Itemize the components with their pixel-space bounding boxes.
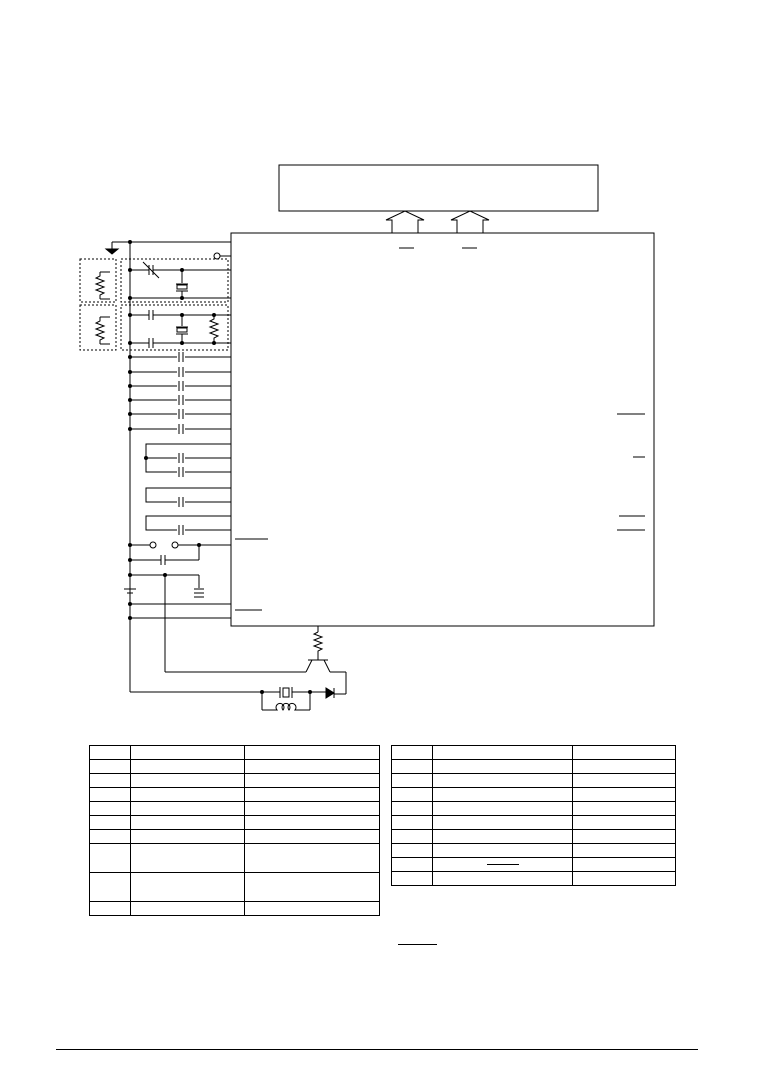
junction-dot <box>128 268 132 272</box>
table-cell <box>433 830 573 844</box>
table-cell <box>573 858 676 872</box>
option-box <box>121 259 228 302</box>
table-row <box>392 746 676 760</box>
table-row <box>392 858 676 872</box>
junction-dot <box>128 543 132 547</box>
table-cell <box>90 788 131 802</box>
transistor-emitter <box>306 660 312 672</box>
table-cell <box>131 902 245 916</box>
table-row <box>392 760 676 774</box>
table-cell <box>392 816 433 830</box>
table-cell <box>245 873 380 902</box>
buzzer-symbol <box>283 688 289 697</box>
table-cell <box>433 788 573 802</box>
junction-dot <box>212 313 216 317</box>
table-cell <box>392 872 433 886</box>
table-cell <box>573 872 676 886</box>
table-row <box>90 746 380 760</box>
table-cell <box>392 802 433 816</box>
ic-body <box>231 233 654 626</box>
resistor-symbol <box>96 317 104 344</box>
junction-dot <box>128 313 132 317</box>
inductor-coil <box>262 703 310 710</box>
bus-arrow-left <box>386 211 424 233</box>
table-cell <box>245 830 380 844</box>
overbar-mark <box>487 864 519 865</box>
table-row <box>90 873 380 902</box>
junction-dot <box>144 456 148 460</box>
table-cell <box>392 858 433 872</box>
junction-dot <box>128 616 132 620</box>
junction-dot <box>128 355 132 359</box>
table-cell <box>131 774 245 788</box>
wire <box>146 516 231 530</box>
footer-rule <box>56 1049 698 1050</box>
table-cell <box>90 816 131 830</box>
junction-dot <box>212 341 216 345</box>
lcd-panel-box <box>279 165 598 211</box>
junction-dot <box>128 370 132 374</box>
resistor-symbol <box>96 272 104 299</box>
junction-dot <box>308 690 312 694</box>
table-cell <box>573 844 676 858</box>
table-cell <box>433 816 573 830</box>
table-cell <box>433 802 573 816</box>
junction-dot <box>128 341 132 345</box>
table-cell <box>131 873 245 902</box>
table-cell <box>245 746 380 760</box>
option-box <box>80 305 116 350</box>
junction-dot <box>128 412 132 416</box>
junction-dot <box>180 313 184 317</box>
table-row <box>90 816 380 830</box>
junction-dot <box>260 690 264 694</box>
table-row <box>392 830 676 844</box>
table-row <box>392 816 676 830</box>
capacitor-ladder <box>130 352 231 434</box>
ground-symbol <box>106 249 118 254</box>
table-row <box>90 802 380 816</box>
table-cell <box>573 746 676 760</box>
table-cell <box>573 830 676 844</box>
junction-dot <box>180 341 184 345</box>
table-cell <box>131 788 245 802</box>
table-cell <box>245 844 380 873</box>
table-cell <box>131 830 245 844</box>
table-cell <box>90 830 131 844</box>
table-cell <box>90 760 131 774</box>
table-cell <box>245 816 380 830</box>
crystal-symbol <box>177 285 187 289</box>
table-cell <box>90 844 131 873</box>
junction-dot <box>128 602 132 606</box>
junction-dot <box>128 573 132 577</box>
table-row <box>90 844 380 873</box>
table-cell <box>131 802 245 816</box>
table-cell <box>433 774 573 788</box>
option-box <box>80 259 116 302</box>
table-cell <box>90 746 131 760</box>
diode-symbol <box>326 688 334 698</box>
note-overbar <box>398 944 437 945</box>
table-cell <box>573 816 676 830</box>
table-cell <box>573 788 676 802</box>
switch-contact <box>150 542 156 548</box>
table-cell <box>90 873 131 902</box>
junction-dot <box>163 573 167 577</box>
table-cell <box>245 760 380 774</box>
table-cell <box>433 844 573 858</box>
table-cell <box>392 844 433 858</box>
table-cell <box>90 902 131 916</box>
table-cell <box>573 760 676 774</box>
table-cell <box>573 802 676 816</box>
wire <box>146 488 231 502</box>
junction-dot <box>128 398 132 402</box>
table-row <box>90 774 380 788</box>
table-cell <box>90 774 131 788</box>
junction-dot <box>128 384 132 388</box>
table-cell <box>90 802 131 816</box>
junction-dot <box>128 427 132 431</box>
table-cell <box>433 858 573 872</box>
transistor-collector <box>324 660 330 672</box>
table-cell <box>131 746 245 760</box>
junction-dot <box>180 268 184 272</box>
table-row <box>392 872 676 886</box>
table-cell <box>392 746 433 760</box>
resistor-symbol <box>210 315 218 343</box>
bus-arrow-right <box>451 211 489 233</box>
table-cell <box>131 844 245 873</box>
table-cell <box>392 760 433 774</box>
table-row <box>90 760 380 774</box>
parts-table-right <box>391 745 676 886</box>
table-cell <box>131 760 245 774</box>
table-cell <box>433 760 573 774</box>
table-cell <box>245 788 380 802</box>
table-cell <box>573 774 676 788</box>
table-row <box>90 830 380 844</box>
junction-dot <box>197 543 201 547</box>
resistor-symbol <box>314 632 322 660</box>
table-cell <box>131 816 245 830</box>
table-cell <box>392 788 433 802</box>
table-cell <box>433 872 573 886</box>
table-row <box>90 788 380 802</box>
table-cell <box>433 746 573 760</box>
table-cell <box>245 774 380 788</box>
table-row <box>392 802 676 816</box>
table-cell <box>392 774 433 788</box>
junction-dot <box>128 296 132 300</box>
table-row <box>392 788 676 802</box>
parts-table-left <box>89 745 380 916</box>
table-cell <box>245 902 380 916</box>
terminal-node <box>214 253 220 259</box>
table-cell <box>392 830 433 844</box>
crystal-symbol <box>177 328 187 332</box>
junction-dot <box>128 558 132 562</box>
junction-dot <box>128 240 132 244</box>
switch-contact <box>172 542 178 548</box>
junction-dot <box>180 296 184 300</box>
table-row <box>90 902 380 916</box>
table-row <box>392 844 676 858</box>
table-cell <box>245 802 380 816</box>
table-row <box>392 774 676 788</box>
